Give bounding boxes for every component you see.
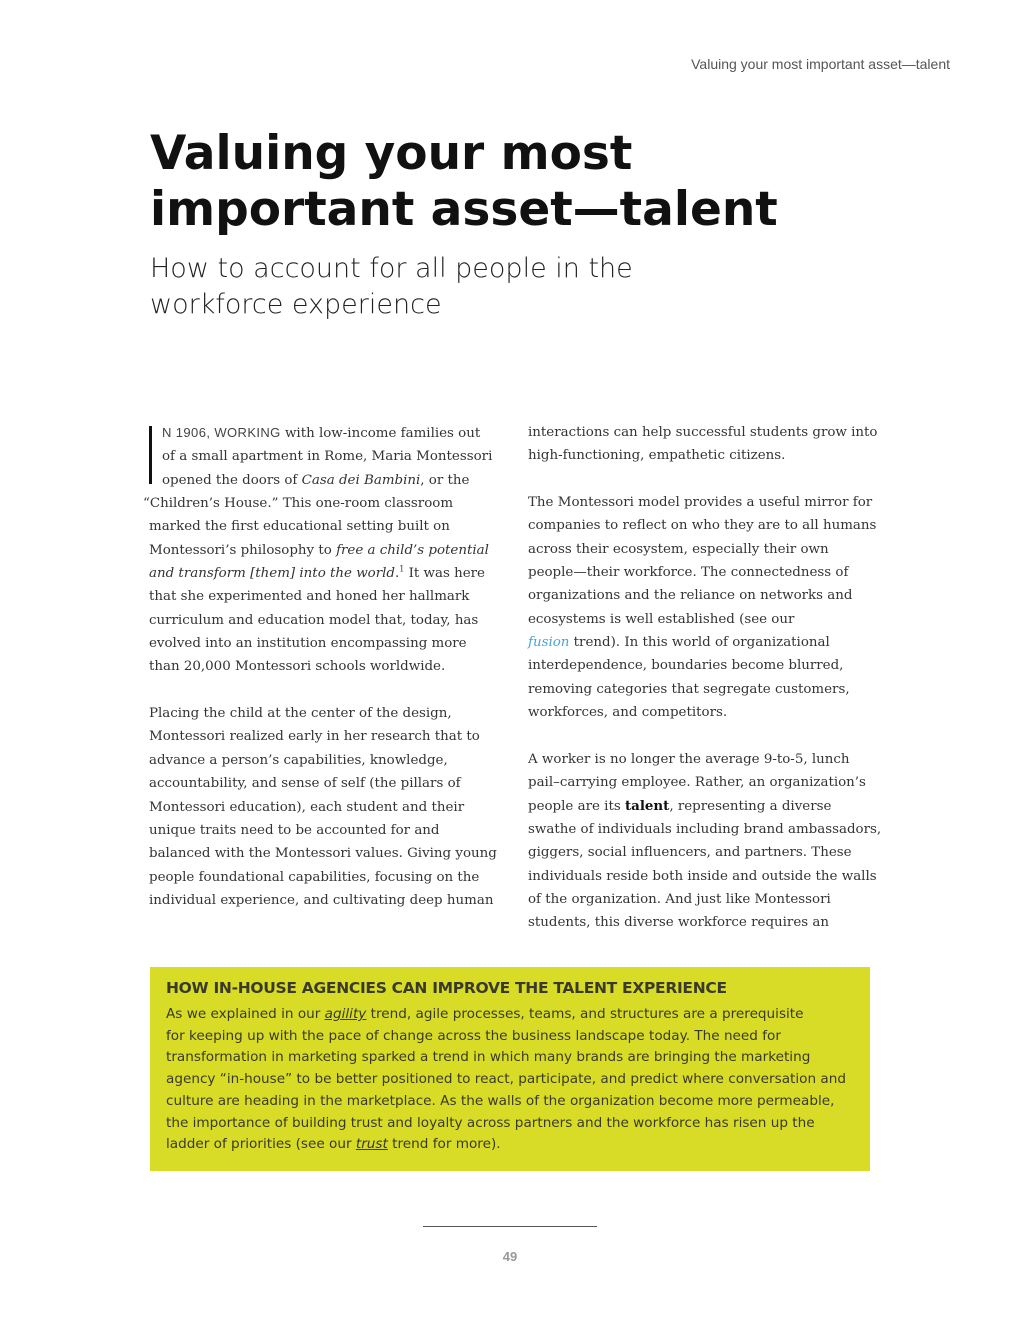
text-line: ecosystems is well established (see our xyxy=(528,611,795,627)
text-fragment: Montessori’s philosophy to xyxy=(149,542,337,558)
text-fragment: trend for more). xyxy=(387,1136,501,1153)
text-fragment: It was here xyxy=(404,566,485,582)
text-line xyxy=(166,1134,854,1156)
text-line: balanced with the Montessori values. Giving young xyxy=(149,846,497,862)
text-fragment: ladder of priorities (see our xyxy=(166,1136,356,1153)
text-line xyxy=(528,631,873,654)
text-line: Placing the child at the center of the design, xyxy=(149,706,452,722)
text-line: marked the first educational setting built on xyxy=(149,519,450,535)
text-line: pail–carrying employee. Rather, an organization’s xyxy=(528,775,866,791)
italic-term: Casa dei Bambini xyxy=(301,472,421,488)
text-fragment: , or the xyxy=(420,472,470,488)
text-fragment: , representing a diverse xyxy=(669,798,832,814)
italic-quote: free a child’s potential xyxy=(336,542,489,558)
text-line: “Children’s House.” This one-room classroom xyxy=(143,496,454,512)
title-line: important asset—talent xyxy=(150,182,778,237)
text-line: advance a person’s capabilities, knowledge, xyxy=(149,752,448,768)
text-line: removing categories that segregate customers, xyxy=(528,681,850,697)
text-line: evolved into an institution encompassing more xyxy=(149,636,467,652)
text-line: A worker is no longer the average 9-to-5, lunch xyxy=(528,751,850,767)
body-paragraph xyxy=(528,748,882,935)
callout-title: HOW IN-HOUSE AGENCIES CAN IMPROVE THE TALENT EXPERIENCE xyxy=(166,979,727,997)
right-column xyxy=(528,421,882,958)
text-line: for keeping up with the pace of change across the business landscape today. The need for xyxy=(166,1027,781,1044)
text-line: individuals reside both inside and outside the walls xyxy=(528,868,877,884)
page-title xyxy=(150,126,850,238)
text-line: of a small apartment in Rome, Maria Montessori xyxy=(162,449,493,465)
text-line: people—their workforce. The connectedness of xyxy=(528,565,849,581)
text-line: agency “in-house” to be better positioned to react, participate, and predict where conversation and xyxy=(166,1071,846,1088)
text-fragment: trend). In this world of organizational xyxy=(569,635,830,651)
title-line: Valuing your most xyxy=(150,126,633,181)
text-line: The Montessori model provides a useful mirror for xyxy=(528,495,873,511)
body-paragraph xyxy=(528,421,878,468)
drop-cap-bar xyxy=(149,426,152,484)
text-fragment: As we explained in our xyxy=(166,1006,325,1022)
page-number: 49 xyxy=(502,1249,518,1264)
agility-trend-link[interactable]: agility xyxy=(324,1006,367,1022)
text-line: swathe of individuals including brand ambassadors, xyxy=(528,821,882,837)
text-line: Montessori realized early in her research that to xyxy=(149,729,480,745)
text-fragment: opened the doors of xyxy=(162,472,302,488)
text-line: across their ecosystem, especially their own xyxy=(528,541,829,557)
text-line: interdependence, boundaries become blurred, xyxy=(528,658,844,674)
text-line: high-functioning, empathetic citizens. xyxy=(528,448,786,464)
text-line: Montessori education), each student and their xyxy=(149,799,465,815)
callout-body xyxy=(166,1004,854,1156)
text-line xyxy=(149,539,494,562)
body-paragraph xyxy=(149,702,497,912)
fusion-trend-link[interactable]: fusion xyxy=(528,635,570,651)
text-fragment: trend, agile processes, teams, and structures are a prerequisite xyxy=(366,1006,804,1022)
subtitle-line: How to account for all people in the xyxy=(150,253,633,284)
text-line: companies to reflect on who they are to all humans xyxy=(528,518,877,534)
text-line xyxy=(149,469,494,492)
text-fragment: with low-income families out xyxy=(280,426,481,441)
text-line: of the organization. And just like Montessori xyxy=(528,891,831,907)
text-line: students, this diverse workforce requires an xyxy=(528,915,829,931)
bold-term: talent xyxy=(624,797,670,814)
text-line: individual experience, and cultivating deep human xyxy=(149,892,494,908)
text-line xyxy=(166,1004,854,1026)
text-line: that she experimented and honed her hallmark xyxy=(149,589,470,605)
left-column xyxy=(143,421,497,936)
footnote-marker[interactable]: 1 xyxy=(399,564,405,574)
text-line: culture are heading in the marketplace. As the walls of the organization become more permeable, xyxy=(166,1092,835,1109)
running-head: Valuing your most important asset—talent xyxy=(691,56,950,72)
text-line: unique traits need to be accounted for and xyxy=(149,822,440,838)
text-line: workforces, and competitors. xyxy=(528,705,728,721)
text-line xyxy=(149,421,494,445)
body-paragraph xyxy=(528,491,877,724)
text-line: accountability, and sense of self (the pillars of xyxy=(149,776,461,792)
text-line: the importance of building trust and loyalty across partners and the workforce has risen up the xyxy=(166,1114,815,1131)
page-subtitle xyxy=(150,251,710,323)
text-line: people foundational capabilities, focusing on the xyxy=(149,869,480,885)
text-line: giggers, social influencers, and partners. These xyxy=(528,845,852,861)
lead-in-caps: N 1906, WORKING xyxy=(162,425,281,440)
footer-divider xyxy=(423,1226,597,1227)
text-line: curriculum and education model that, today, has xyxy=(149,612,479,628)
intro-paragraph xyxy=(143,421,494,679)
italic-quote: and transform [them] into the world xyxy=(149,566,395,582)
text-line: organizations and the reliance on networks and xyxy=(528,588,853,604)
text-line xyxy=(528,795,873,818)
text-line: than 20,000 Montessori schools worldwide. xyxy=(149,659,446,675)
trust-trend-link[interactable]: trust xyxy=(355,1136,388,1153)
subtitle-line: workforce experience xyxy=(150,289,442,320)
text-line xyxy=(149,562,494,585)
text-fragment: people are its xyxy=(528,798,625,814)
callout-box xyxy=(150,967,870,1171)
text-line: interactions can help successful students grow into xyxy=(528,425,878,440)
text-fragment: . xyxy=(394,566,400,582)
text-line: transformation in marketing sparked a trend in which many brands are bringing the marketing xyxy=(166,1049,811,1066)
